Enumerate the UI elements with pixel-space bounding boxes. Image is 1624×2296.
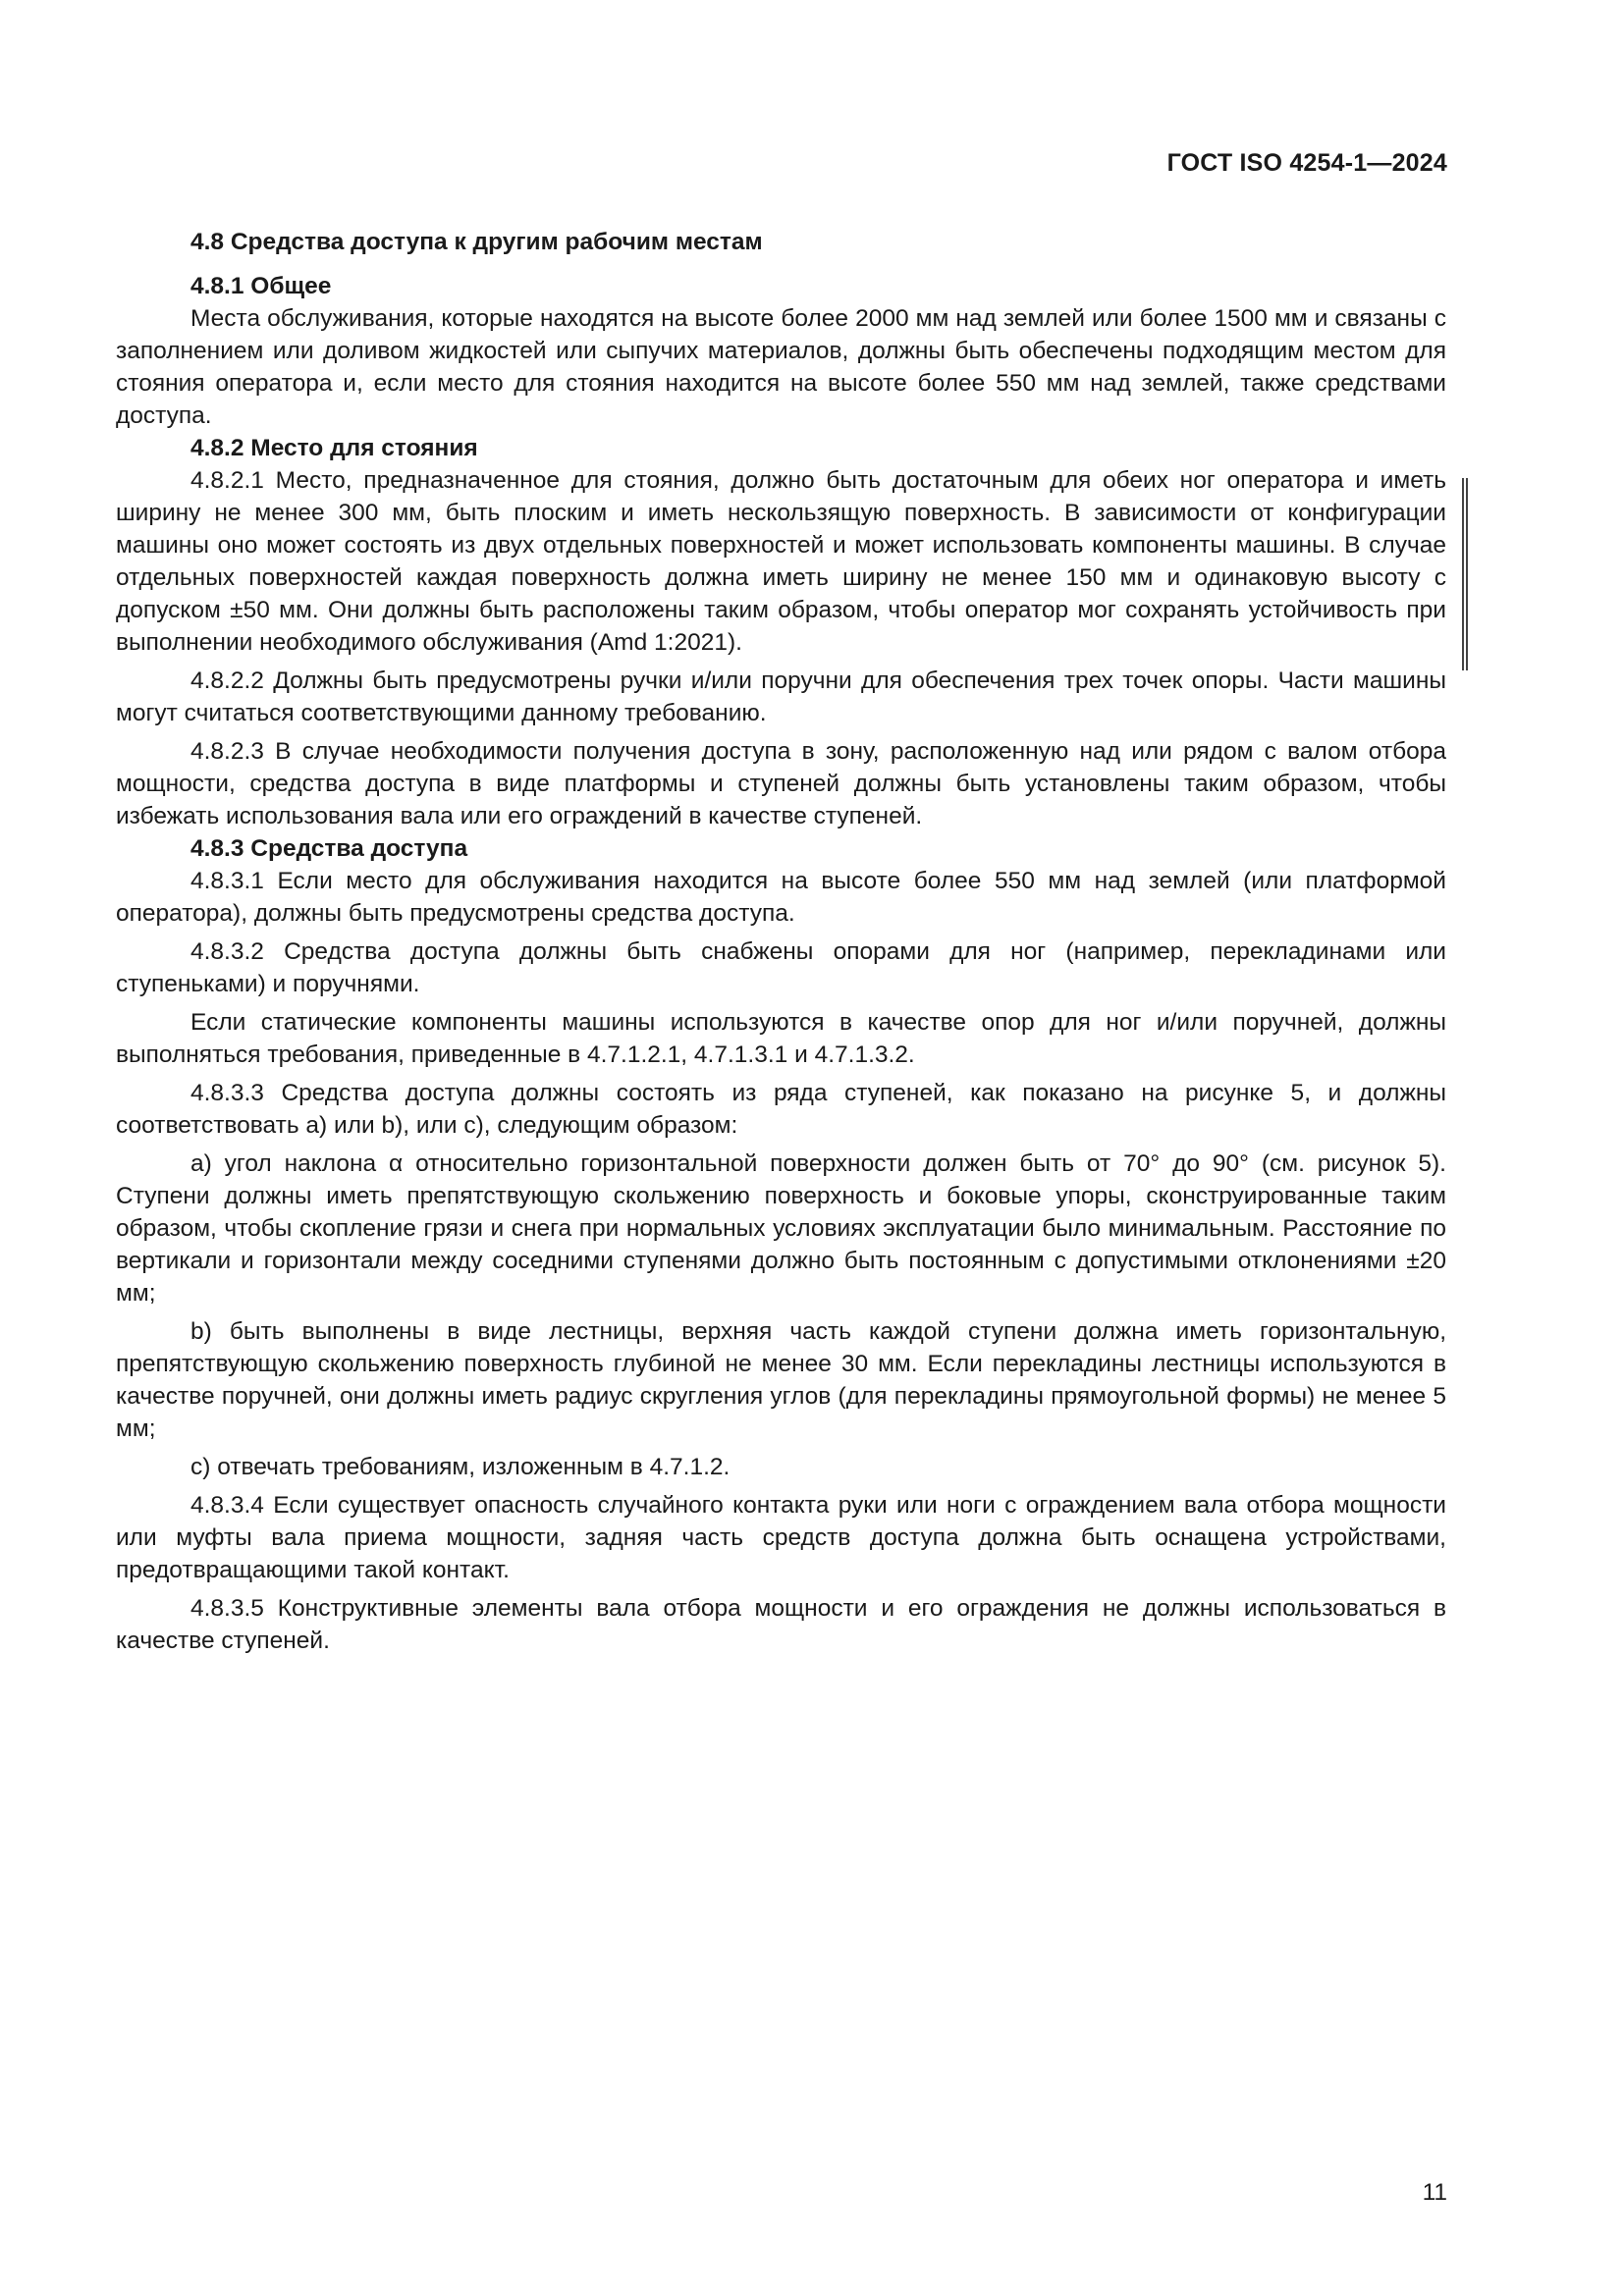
paragraph-4-8-2-1: 4.8.2.1 Место, предназначенное для стояния, должно быть достаточным для обеих ног оператора и иметь ширину не менее 300 мм, быть плоским и иметь нескользящую поверхность. В зависимости от конфигурации машины оно может состоять из двух отдельных поверхностей и может использовать компоненты машины. В случае отдельных поверхностей каждая поверхность должна иметь ширину не менее 150 мм и одинаковую высоту с допуском ±50 мм. Они должны быть расположены таким образом, чтобы оператор мог сохранять устойчивость при выполнении необходимого обслуживания (Amd 1:2021). [116,467,1446,656]
document-code: ГОСТ ISO 4254-1—2024 [1166,149,1447,177]
paragraph-4-8-2-3: 4.8.2.3 В случае необходимости получения доступа в зону, расположенную над или рядом с валом отбора мощности, средства доступа в виде платформы и ступеней должны быть установлены таким образом, чтобы избежать использования вала или его ограждений в качестве ступеней. [116,738,1446,829]
paragraph-4-8-2-2: 4.8.2.2 Должны быть предусмотрены ручки и/или поручни для обеспечения трех точек опоры. Части машины могут считаться соответствующими данному требованию. [116,667,1446,726]
paragraph-4-8-3-5: 4.8.3.5 Конструктивные элементы вала отбора мощности и его ограждения не должны использоваться в качестве ступеней. [116,1595,1446,1654]
page-number: 11 [1422,2179,1447,2206]
section-heading-4-8-3: 4.8.3 Средства доступа [190,835,468,862]
list-item-b: b) быть выполнены в виде лестницы, верхняя часть каждой ступени должна иметь горизонтальную, препятствующую скольжению поверхность глубиной не менее 30 мм. Если перекладины лестницы используются в качестве поручней, они должны иметь радиус скругления углов (для перекладины прямоугольной формы) не менее 5 мм; [116,1318,1446,1442]
paragraph-4-8-1: Места обслуживания, которые находятся на высоте более 2000 мм над землей или более 1500 мм и связаны с заполнением или доливом жидкостей или сыпучих материалов, должны быть обеспечены подходящим местом для стояния оператора и, если место для стояния находится на высоте более 550 мм над землей, также средствами доступа. [116,305,1446,429]
section-heading-4-8: 4.8 Средства доступа к другим рабочим местам [190,229,763,255]
section-heading-4-8-2: 4.8.2 Место для стояния [190,435,478,461]
paragraph-4-8-3-2-static: Если статические компоненты машины используются в качестве опор для ног и/или поручней, должны выполняться требования, приведенные в 4.7.1.2.1, 4.7.1.3.1 и 4.7.1.3.2. [116,1009,1446,1068]
paragraph-4-8-3-3: 4.8.3.3 Средства доступа должны состоять из ряда ступеней, как показано на рисунке 5, и должны соответствовать a) или b), или c), следующим образом: [116,1080,1446,1139]
paragraph-4-8-3-4: 4.8.3.4 Если существует опасность случайного контакта руки или ноги с ограждением вала отбора мощности или муфты вала приема мощности, задняя часть средств доступа должна быть оснащена устройствами, предотвращающими такой контакт. [116,1492,1446,1583]
document-body [116,226,1446,1657]
amendment-margin-bar [1462,478,1468,670]
paragraph-4-8-3-1: 4.8.3.1 Если место для обслуживания находится на высоте более 550 мм над землей (или платформой оператора), должны быть предусмотрены средства доступа. [116,868,1446,927]
list-item-c: c) отвечать требованиям, изложенным в 4.7.1.2. [190,1454,731,1480]
paragraph-4-8-3-2: 4.8.3.2 Средства доступа должны быть снабжены опорами для ног (например, перекладинами или ступеньками) и поручнями. [116,938,1446,997]
section-heading-4-8-1: 4.8.1 Общее [190,273,332,299]
list-item-a: a) угол наклона α относительно горизонтальной поверхности должен быть от 70° до 90° (см. рисунок 5). Ступени должны иметь препятствующую скольжению поверхность и боковые упоры, сконструированные таким образом, чтобы скопление грязи и снега при нормальных условиях эксплуатации было минимальным. Расстояние по вертикали и горизонтали между соседними ступенями должно быть постоянным с допустимыми отклонениями ±20 мм; [116,1150,1446,1307]
